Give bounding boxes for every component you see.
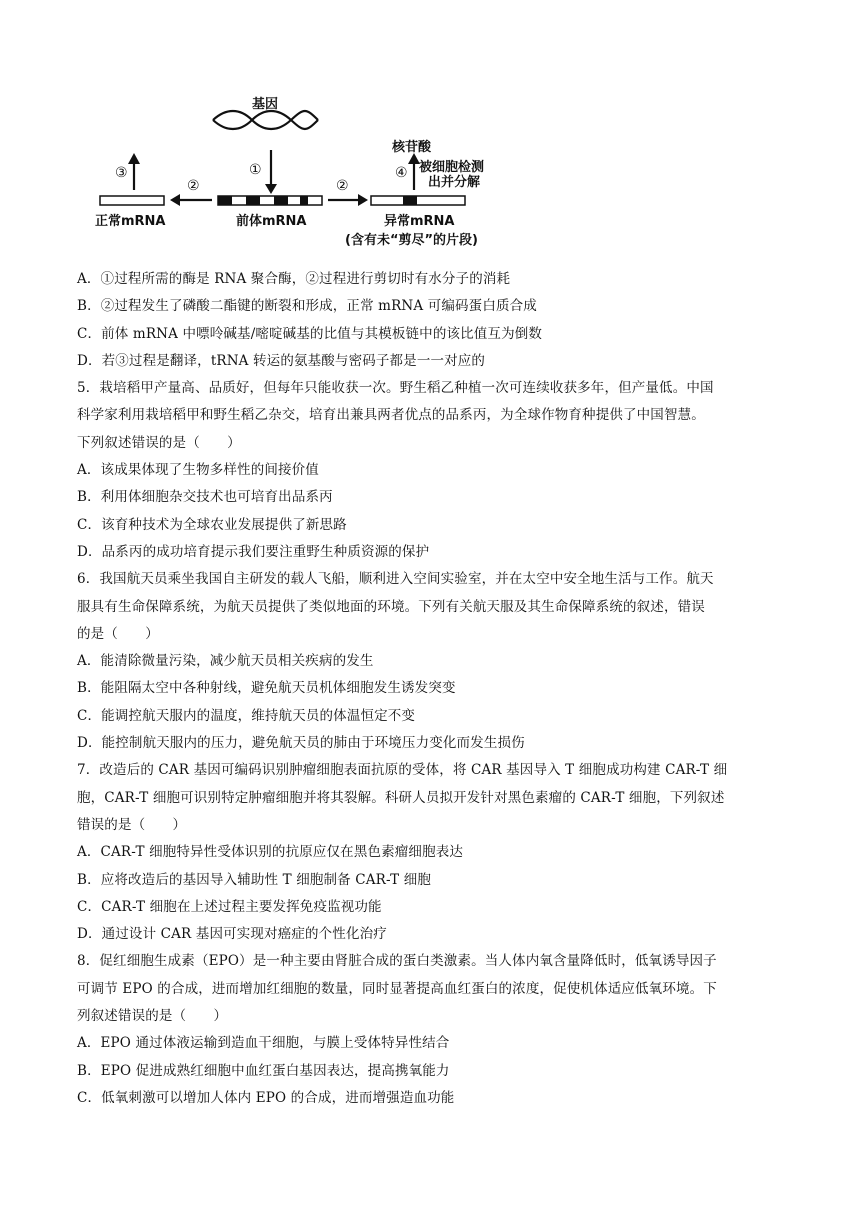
normal-mrna-bar (100, 196, 164, 205)
q8-stem-line: 8．促红细胞生成素（EPO）是一种主要由肾脏合成的蛋白类激素。当人体内氧含量降低时，低氧诱导因子 (77, 953, 717, 970)
q4-option-a: A．①过程所需的酶是 RNA 聚合酶，②过程进行剪切时有水分子的消耗 (77, 271, 511, 287)
abnormal-mrna-label: 异常mRNA (384, 214, 455, 229)
abnormal-mrna-note: (含有未“剪尽”的片段) (345, 233, 478, 248)
detect-label-line1: 被细胞检测 (419, 160, 485, 175)
arrow-3-icon (128, 153, 140, 190)
q8-stem-line: 可调节 EPO 的合成，进而增加红细胞的数量，同时显著提高血红蛋白的浓度，促使机体适应低氧环境。下 (77, 980, 717, 997)
q7-option-c: C．CAR-T 细胞在上述过程主要发挥免疫监视功能 (77, 898, 382, 915)
arrow-1-icon (265, 150, 277, 194)
normal-mrna-label: 正常mRNA (95, 214, 166, 229)
q7-stem-line: 7．改造后的 CAR 基因可编码识别肿瘤细胞表面抗原的受体，将 CAR 基因导入 T 细胞成功构建 CAR-T 细 (77, 762, 728, 779)
q4-options (77, 266, 783, 375)
arrow-2-left-icon (170, 194, 212, 206)
precursor-mrna-bar (218, 196, 322, 205)
arrow-2-right-icon (328, 194, 368, 206)
q5-option-d: D．品系丙的成功培育提示我们要注重野生种质资源的保护 (77, 543, 430, 560)
q4-option-d: D．若③过程是翻译，tRNA 转运的氨基酸与密码子都是一一对应的 (77, 352, 486, 369)
gene-label: 基因 (252, 97, 279, 112)
question-8 (77, 948, 783, 1112)
detect-label-line2: 出并分解 (428, 175, 481, 190)
q5-option-a: A．该成果体现了生物多样性的间接价值 (77, 462, 319, 479)
question-5 (77, 375, 783, 566)
question-7 (77, 757, 783, 948)
q5-stem-line: 5．栽培稻甲产量高、品质好，但每年只能收获一次。野生稻乙种植一次可连续收获多年，但产量低。中国 (77, 380, 714, 397)
q6-option-a: A．能清除微量污染，减少航天员相关疾病的发生 (77, 653, 374, 670)
q5-stem-line: 下列叙述错误的是（ ） (77, 434, 241, 451)
q6-option-d: D．能控制航天服内的压力，避免航天员的肺由于环境压力变化而发生损伤 (77, 735, 525, 752)
abnormal-mrna-bar (371, 196, 465, 205)
question-content (77, 266, 783, 1112)
q8-stem-line: 列叙述错误的是（ ） (77, 1008, 228, 1025)
q6-stem-line: 的是（ ） (77, 625, 159, 642)
q8-option-b: B．EPO 促进成熟红细胞中血红蛋白基因表达，提高携氧能力 (77, 1062, 450, 1079)
step-4-label: ④ (395, 165, 408, 181)
nucleotide-label: 核苷酸 (392, 140, 432, 155)
q6-stem-line: 服具有生命保障系统，为航天员提供了类似地面的环境。下列有关航天服及其生命保障系统的叙述，错误 (77, 598, 705, 615)
q7-option-b: B．应将改造后的基因导入辅助性 T 细胞制备 CAR-T 细胞 (77, 871, 432, 888)
q4-option-b: B．②过程发生了磷酸二酯键的断裂和形成，正常 mRNA 可编码蛋白质合成 (77, 298, 537, 315)
q7-stem-line: 错误的是（ ） (77, 816, 187, 833)
step-2-right-label: ② (336, 178, 349, 194)
q5-stem-line: 科学家利用栽培稻甲和野生稻乙杂交，培育出兼具两者优点的品系丙，为全球作物育种提供了中国智慧。 (77, 407, 705, 424)
mrna-splicing-diagram (0, 0, 860, 260)
q7-option-a: A．CAR-T 细胞特异性受体识别的抗原应仅在黑色素瘤细胞表达 (77, 844, 464, 861)
q5-option-b: B．利用体细胞杂交技术也可培育出品系丙 (77, 489, 333, 506)
q7-stem-line: 胞，CAR-T 细胞可识别特定肿瘤细胞并将其裂解。科研人员拟开发针对黑色素瘤的 CAR-T 细胞，下列叙述 (77, 789, 725, 806)
q6-option-c: C．能调控航天服内的温度，维持航天员的体温恒定不变 (77, 707, 416, 724)
question-6 (77, 566, 783, 757)
step-1-label: ① (249, 162, 262, 178)
step-3-label: ③ (115, 165, 128, 181)
q6-stem-line: 6．我国航天员乘坐我国自主研发的载人飞船，顺利进入空间实验室，并在太空中安全地生活与工作。航天 (77, 571, 714, 588)
q8-option-a: A．EPO 通过体液运输到造血干细胞，与膜上受体特异性结合 (77, 1035, 450, 1052)
q5-option-c: C．该育种技术为全球农业发展提供了新思路 (77, 516, 347, 533)
q6-option-b: B．能阻隔太空中各种射线，避免航天员机体细胞发生诱发突变 (77, 680, 456, 697)
gene-helix-icon (213, 111, 318, 129)
precursor-mrna-label: 前体mRNA (236, 214, 307, 229)
q8-option-c: C．低氧刺激可以增加人体内 EPO 的合成，进而增强造血功能 (77, 1089, 455, 1106)
step-2-left-label: ② (187, 178, 200, 194)
q7-option-d: D．通过设计 CAR 基因可实现对癌症的个性化治疗 (77, 926, 387, 943)
q4-option-c: C．前体 mRNA 中嘌呤碱基/嘧啶碱基的比值与其模板链中的该比值互为倒数 (77, 325, 543, 342)
